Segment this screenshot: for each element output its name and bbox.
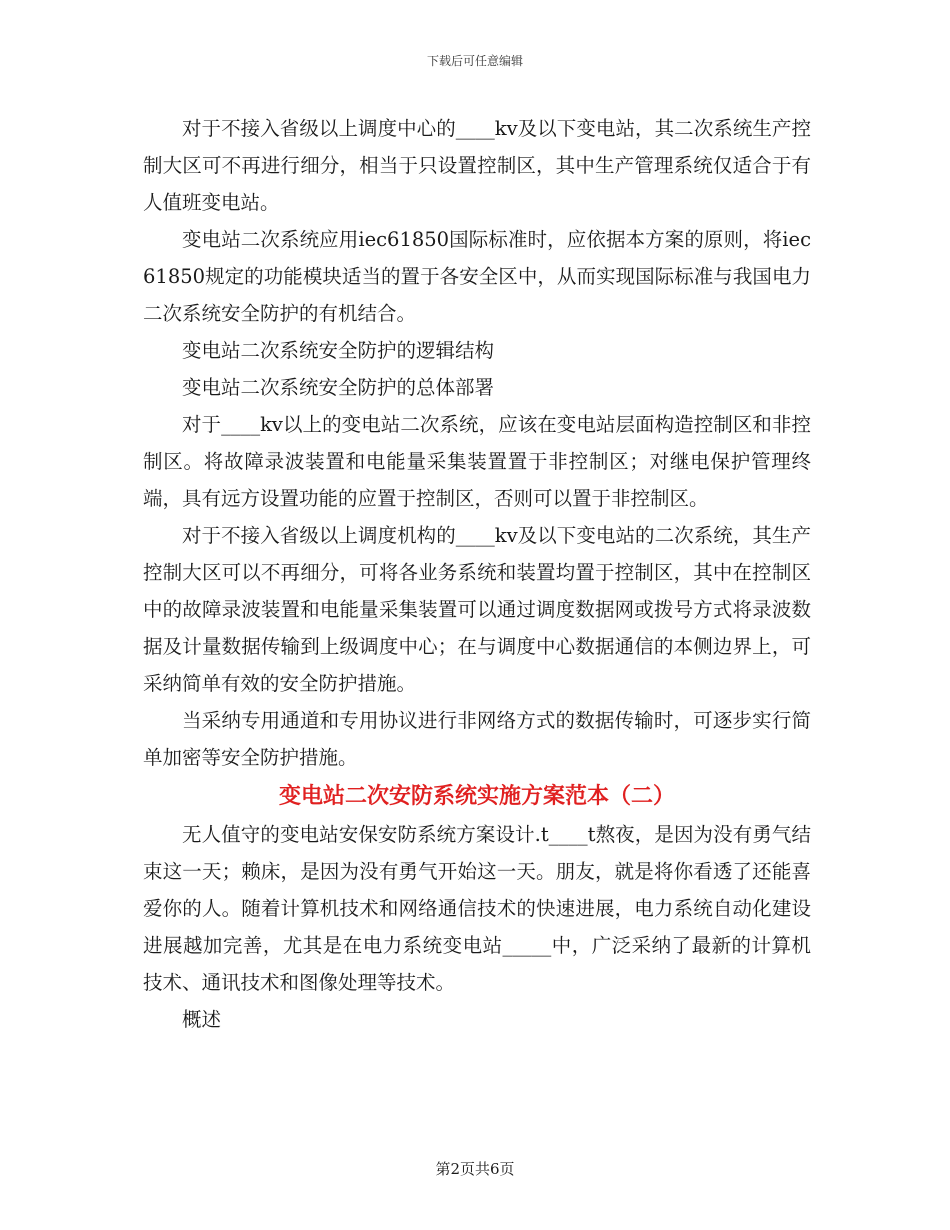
document-body xyxy=(143,110,811,1038)
paragraph: 当采纳专用通道和专用协议进行非网络方式的数据传输时，可逐步实行简单加密等安全防护措施。 xyxy=(143,709,811,769)
paragraph: 对于____kv以上的变电站二次系统，应该在变电站层面构造控制区和非控制区。将故障录波装置和电能量采集装置置于非控制区；对继电保护管理终端，具有远方设置功能的应置于控制区，否则可以置于非控制区。 xyxy=(143,413,811,510)
paragraph: 变电站二次系统安全防护的逻辑结构 xyxy=(182,339,495,362)
page-header-note: 下载后可任意编辑 xyxy=(426,54,523,68)
section-heading: 变电站二次安防系统实施方案范本（二） xyxy=(278,783,675,809)
paragraph: 无人值守的变电站安保安防系统方案设计.t____t熬夜，是因为没有勇气结束这一天；赖床，是因为没有勇气开始这一天。朋友，就是将你看透了还能喜爱你的人。随着计算机技术和网络通信技术的快速进展，电力系统自动化建设进展越加完善，尤其是在电力系统变电站_____中，广泛采纳了最新的计算机技术、通讯技术和图像处理等技术。 xyxy=(143,823,811,994)
paragraph: 变电站二次系统应用iec61850国际标准时，应依据本方案的原则，将iec61850规定的功能模块适当的置于各安全区中，从而实现国际标准与我国电力二次系统安全防护的有机结合。 xyxy=(143,228,811,325)
paragraph: 概述 xyxy=(182,1008,222,1031)
paragraph: 变电站二次系统安全防护的总体部署 xyxy=(182,376,495,399)
paragraph: 对于不接入省级以上调度中心的____kv及以下变电站，其二次系统生产控制大区可不再进行细分，相当于只设置控制区，其中生产管理系统仅适合于有人值班变电站。 xyxy=(143,117,811,214)
page-number: 第2页共6页 xyxy=(435,1160,515,1178)
paragraph: 对于不接入省级以上调度机构的____kv及以下变电站的二次系统，其生产控制大区可以不再细分，可将各业务系统和装置均置于控制区，其中在控制区中的故障录波装置和电能量采集装置可以通过调度数据网或拨号方式将录波数据及计量数据传输到上级调度中心；在与调度中心数据通信的本侧边界上，可采纳简单有效的安全防护措施。 xyxy=(143,524,811,695)
